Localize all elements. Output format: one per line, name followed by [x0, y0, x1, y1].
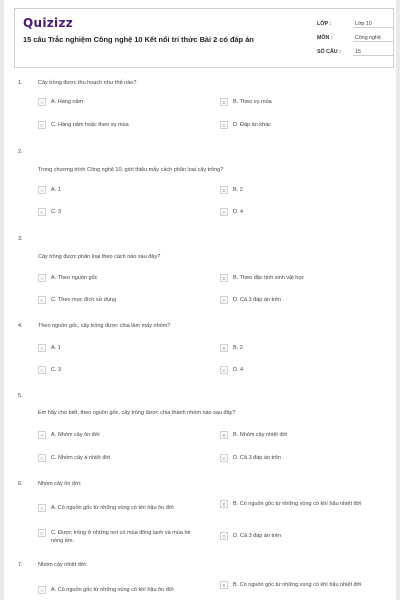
option-letter-box: A: [38, 344, 46, 352]
option-text: B. Theo vụ mùa: [233, 99, 272, 105]
question-number: 2.: [18, 149, 23, 155]
quizizz-logo: Quizizz: [23, 16, 74, 30]
option-text: A. Theo nguồn gốc: [51, 275, 98, 281]
option-a[interactable]: [38, 587, 208, 595]
option-letter-box: B: [220, 500, 228, 508]
meta-value: 15: [353, 49, 393, 56]
option-text: D. 4: [233, 367, 244, 373]
option-text: C. Hàng năm hoặc theo vụ mùa: [51, 122, 129, 128]
question-number: 6.: [18, 481, 23, 487]
meta-row-subject: [317, 31, 393, 45]
option-letter-box: B: [220, 431, 228, 439]
option-text: A. Có nguồn gốc từ những vùng có khí hậu ôn đới: [51, 587, 174, 593]
question-number: 3.: [18, 236, 23, 242]
question-text: Nhóm cây nhiệt đới:: [38, 562, 88, 568]
meta-key: SỐ CÂU :: [317, 49, 341, 55]
option-b[interactable]: [220, 501, 390, 509]
option-text: B. 2: [233, 345, 243, 351]
option-text: A. Nhóm cây ôn đới: [51, 432, 100, 438]
option-b[interactable]: [220, 99, 390, 107]
option-letter-box: D: [220, 121, 228, 129]
option-text: C. 3: [51, 209, 62, 215]
option-text: B. Nhóm cây nhiệt đới: [233, 432, 288, 438]
option-c[interactable]: [38, 209, 208, 217]
option-letter-box: D: [220, 454, 228, 462]
option-b[interactable]: [220, 582, 390, 590]
option-letter-box: B: [220, 274, 228, 282]
option-text: A. 1: [51, 187, 61, 193]
option-letter-box: B: [220, 186, 228, 194]
meta-row-grade: [317, 17, 393, 31]
meta-value: Lớp 10: [353, 21, 393, 28]
option-letter-box: C: [38, 529, 46, 537]
option-letter-box: A: [38, 98, 46, 106]
option-a[interactable]: [38, 505, 208, 513]
question-text: Cây trồng được phân loại theo cách nào sau đây?: [38, 254, 161, 260]
meta-value: Công nghệ: [353, 35, 393, 42]
page-title: 15 câu Trắc nghiệm Công nghệ 10 Kết nối tri thức Bài 2 có đáp án: [23, 35, 254, 44]
option-a[interactable]: [38, 345, 208, 353]
question-text: Em hãy cho biết, theo nguồn gốc, cây trồng được chia thành nhóm nào sau đây?: [38, 410, 236, 416]
worksheet-page: [4, 0, 396, 600]
option-text: A. Có nguồn gốc từ những vùng có khí hậu ôn đới: [51, 505, 174, 511]
option-a[interactable]: [38, 187, 208, 195]
option-letter-box: A: [38, 431, 46, 439]
option-text: D. 4: [233, 209, 244, 215]
question-text: Trong chương trình Công nghệ 10, giới thiệu mấy cách phân loại cây trồng?: [38, 167, 224, 173]
option-text: D. Cả 3 đáp án trên: [233, 533, 282, 539]
option-letter-box: D: [220, 208, 228, 216]
option-letter-box: C: [38, 366, 46, 374]
option-a[interactable]: [38, 432, 208, 440]
option-letter-box: B: [220, 581, 228, 589]
option-d[interactable]: [220, 367, 390, 375]
worksheet-header: [14, 8, 394, 68]
option-text: C. 3: [51, 367, 62, 373]
option-letter-box: C: [38, 454, 46, 462]
question-number: 5.: [18, 393, 23, 399]
option-d[interactable]: [220, 209, 390, 217]
option-letter-box: D: [220, 296, 228, 304]
question-number: 4.: [18, 323, 23, 329]
question-number: 1.: [18, 80, 23, 86]
option-c[interactable]: [38, 530, 208, 545]
option-text: A. 1: [51, 345, 61, 351]
option-text: B. 2: [233, 187, 243, 193]
option-c[interactable]: [38, 455, 208, 463]
option-letter-box: C: [38, 296, 46, 304]
option-letter-box: B: [220, 98, 228, 106]
option-c[interactable]: [38, 367, 208, 375]
option-b[interactable]: [220, 432, 390, 440]
option-letter-box: A: [38, 186, 46, 194]
option-d[interactable]: [220, 122, 390, 130]
option-text: C. Được trồng ở những nơi có mùa đông lạnh và mùa hè nóng ấm.: [51, 530, 191, 544]
option-letter-box: C: [38, 121, 46, 129]
option-letter-box: B: [220, 344, 228, 352]
option-letter-box: A: [38, 274, 46, 282]
meta-row-count: [317, 45, 393, 59]
meta-key: LỚP :: [317, 21, 332, 27]
option-letter-box: D: [220, 532, 228, 540]
option-c[interactable]: [38, 122, 208, 130]
option-b[interactable]: [220, 187, 390, 195]
option-letter-box: A: [38, 504, 46, 512]
option-a[interactable]: [38, 275, 208, 283]
option-text: A. Hàng năm: [51, 99, 84, 105]
question-text: Cây trồng được thu hoạch như thế nào?: [38, 80, 137, 86]
option-text: D. Đáp án khác: [233, 122, 271, 128]
option-text: B. Theo đặc tính sinh vật học: [233, 275, 305, 281]
option-text: C. Theo mục đích sử dụng: [51, 297, 117, 303]
option-d[interactable]: [220, 455, 390, 463]
question-text: Nhóm cây ôn đới:: [38, 481, 82, 487]
meta-key: MÔN :: [317, 35, 333, 41]
option-b[interactable]: [220, 345, 390, 353]
option-text: C. Nhóm cây á nhiệt đới: [51, 455, 111, 461]
question-text: Theo nguồn gốc, cây trồng được chia làm mấy nhóm?: [38, 323, 171, 329]
meta-table: [317, 17, 393, 59]
option-letter-box: A: [38, 586, 46, 594]
option-text: B. Có nguồn gốc từ những vùng có khí hậu nhiệt đới: [233, 501, 362, 507]
question-number: 7.: [18, 562, 23, 568]
option-text: D. Cả 3 đáp án trên: [233, 455, 282, 461]
option-letter-box: D: [220, 366, 228, 374]
option-c[interactable]: [38, 297, 208, 305]
option-text: D. Cả 3 đáp án trên: [233, 297, 282, 303]
option-a[interactable]: [38, 99, 208, 107]
option-d[interactable]: [220, 533, 390, 541]
option-letter-box: C: [38, 208, 46, 216]
option-d[interactable]: [220, 297, 390, 305]
option-text: B. Có nguồn gốc từ những vùng có khí hậu nhiệt đới: [233, 582, 362, 588]
option-b[interactable]: [220, 275, 390, 283]
